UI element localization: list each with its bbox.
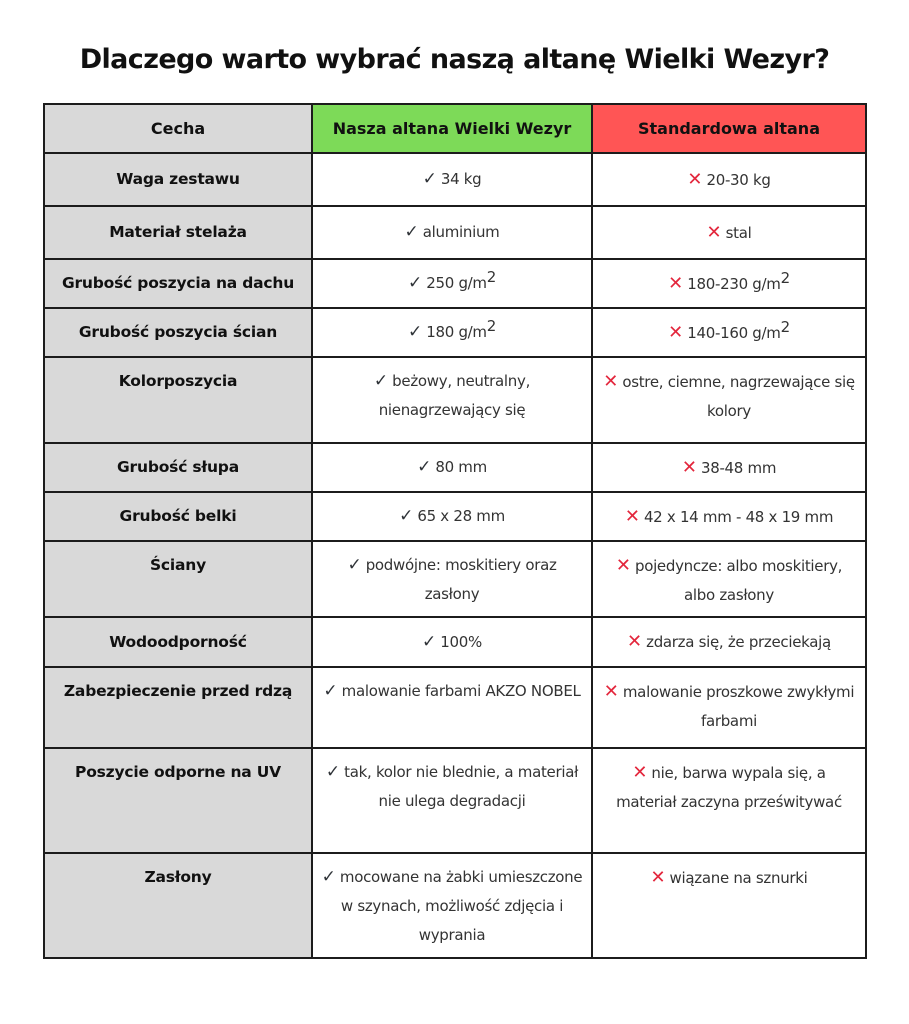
feature-cell: Grubość słupa — [44, 443, 312, 492]
value-text: pojedyncze: albo moskitiery, albo zasłony — [634, 557, 843, 604]
feature-cell: Zabezpieczenie przed rdzą — [44, 667, 312, 748]
feature-cell: Waga zestawu — [44, 153, 312, 206]
value-text: 180 g/m — [426, 323, 487, 341]
value-text: 250 g/m — [426, 274, 487, 292]
value-text: 65 x 28 mm — [417, 507, 505, 525]
check-icon: ✓ — [321, 867, 336, 887]
feature-cell: Zasłony — [44, 853, 312, 958]
value-text: malowanie proszkowe zwykłymi farbami — [622, 683, 855, 730]
feature-cell: Materiał stelaża — [44, 206, 312, 259]
check-icon: ✓ — [422, 631, 437, 652]
ours-cell — [312, 153, 592, 206]
cross-icon: ✕ — [687, 168, 703, 190]
check-icon: ✓ — [422, 169, 437, 189]
standard-cell — [592, 206, 866, 259]
value-text: 80 mm — [435, 458, 487, 476]
standard-cell — [592, 541, 866, 617]
check-icon: ✓ — [373, 371, 389, 391]
cross-icon: ✕ — [603, 681, 619, 702]
feature-cell: Ściany — [44, 541, 312, 617]
cross-icon: ✕ — [681, 456, 697, 478]
cross-icon: ✕ — [668, 321, 684, 343]
value-text: wiązane na sznurki — [669, 869, 808, 887]
feature-cell: Kolorposzycia — [44, 357, 312, 443]
ours-cell — [312, 667, 592, 748]
ours-cell — [312, 853, 592, 958]
value-text: 34 kg — [440, 170, 482, 188]
superscript: 2 — [486, 316, 496, 335]
value-text: malowanie farbami AKZO NOBEL — [341, 682, 581, 700]
standard-cell — [592, 617, 866, 667]
standard-cell — [592, 853, 866, 958]
check-icon: ✓ — [325, 762, 341, 782]
header-ours: Nasza altana Wielki Wezyr — [312, 104, 592, 153]
value-text: nie, barwa wypala się, a materiał zaczyna prześwitywać — [616, 764, 842, 811]
value-text: 100% — [440, 632, 482, 651]
standard-cell — [592, 357, 866, 443]
ours-cell — [312, 357, 592, 443]
ours-cell — [312, 541, 592, 617]
cross-icon: ✕ — [603, 371, 619, 392]
header-row — [44, 104, 866, 153]
value-text: stal — [725, 223, 752, 242]
table-row — [44, 667, 866, 748]
cross-icon: ✕ — [615, 555, 631, 576]
standard-cell — [592, 667, 866, 748]
table-row — [44, 357, 866, 443]
value-text: zdarza się, że przeciekają — [646, 633, 831, 651]
standard-cell — [592, 748, 866, 853]
check-icon: ✓ — [404, 222, 419, 242]
check-icon: ✓ — [399, 506, 414, 526]
feature-cell: Grubość poszycia na dachu — [44, 259, 312, 308]
feature-cell: Grubość poszycia ścian — [44, 308, 312, 357]
feature-cell: Poszycie odporne na UV — [44, 748, 312, 853]
value-text: podwójne: moskitiery oraz zasłony — [365, 556, 557, 603]
table-row — [44, 748, 866, 853]
value-text: 140-160 g/m — [687, 323, 781, 342]
table-row — [44, 206, 866, 259]
comparison-table — [43, 103, 867, 959]
ours-cell — [312, 617, 592, 667]
check-icon: ✓ — [417, 457, 432, 477]
value-text: 38-48 mm — [700, 458, 777, 477]
cross-icon: ✕ — [632, 762, 648, 783]
ours-cell — [312, 206, 592, 259]
standard-cell — [592, 259, 866, 308]
standard-cell — [592, 443, 866, 492]
value-text: 42 x 14 mm - 48 x 19 mm — [643, 507, 834, 526]
value-text: aluminium — [422, 223, 500, 241]
ours-cell — [312, 748, 592, 853]
cross-icon: ✕ — [668, 272, 684, 294]
feature-cell: Wodoodporność — [44, 617, 312, 667]
value-text: 20-30 kg — [706, 170, 771, 189]
table-row — [44, 308, 866, 357]
header-standard: Standardowa altana — [592, 104, 866, 153]
ours-cell — [312, 443, 592, 492]
table-row — [44, 853, 866, 958]
superscript: 2 — [780, 317, 790, 336]
value-text: ostre, ciemne, nagrzewające się kolory — [622, 373, 855, 420]
header-feature: Cecha — [44, 104, 312, 153]
table-row — [44, 617, 866, 667]
table-row — [44, 153, 866, 206]
standard-cell — [592, 308, 866, 357]
page-title: Dlaczego warto wybrać naszą altanę Wielki Wezyr? — [79, 44, 830, 75]
value-text: mocowane na żabki umieszczone w szynach, możliwość zdjęcia i wyprania — [339, 868, 583, 944]
superscript: 2 — [486, 267, 496, 286]
table-row — [44, 541, 866, 617]
value-text: tak, kolor nie blednie, a materiał nie ulega degradacji — [344, 763, 579, 810]
ours-cell — [312, 259, 592, 308]
cross-icon: ✕ — [706, 221, 722, 243]
standard-cell — [592, 153, 866, 206]
check-icon: ✓ — [347, 555, 362, 575]
value-text: beżowy, neutralny, nienagrzewający się — [378, 372, 531, 419]
cross-icon: ✕ — [650, 867, 666, 888]
value-text: 180-230 g/m — [687, 274, 781, 293]
ours-cell — [312, 492, 592, 541]
cross-icon: ✕ — [624, 505, 640, 527]
cross-icon: ✕ — [627, 631, 643, 652]
table-row — [44, 492, 866, 541]
superscript: 2 — [780, 268, 790, 287]
standard-cell — [592, 492, 866, 541]
check-icon: ✓ — [323, 681, 338, 701]
check-icon: ✓ — [408, 273, 423, 293]
check-icon: ✓ — [408, 322, 423, 342]
feature-cell: Grubość belki — [44, 492, 312, 541]
table-row — [44, 259, 866, 308]
table-row — [44, 443, 866, 492]
ours-cell — [312, 308, 592, 357]
